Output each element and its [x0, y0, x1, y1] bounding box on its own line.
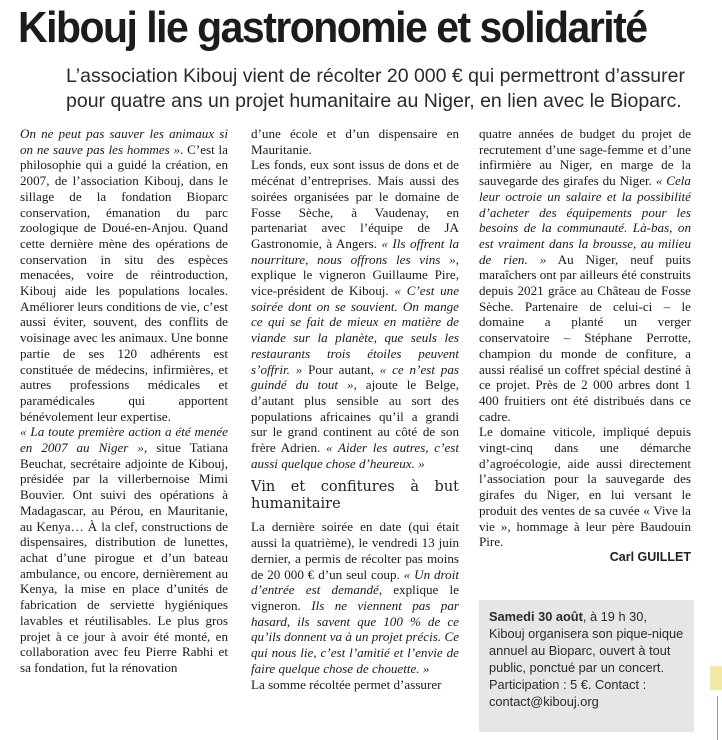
paragraph-text: , ajoute le Belge, d’autant plus sensible au sort des populations africaines qu’il a grandi sur le grand continent au côté de son frère Adrien.: [251, 377, 459, 456]
quote: « Aider les autres, c’est aussi quelque chose d’heureux. »: [251, 440, 459, 471]
paragraph-text: quatre années de budget du projet de recrutement d’une sage-femme et d’une infirmière au Niger, en marge de la sauvegarde des girafes du Niger.: [479, 126, 691, 189]
paragraph-text: Les fonds, eux sont issus de dons et de mécénat d’entreprises. Mais aussi des soirées organisées par le domaine de Fosse Sèche, à Vaudenay, en partenariat avec l’équipe de JA Gastronomie, à Angers.: [251, 157, 459, 251]
paragraph-text: , explique le vigneron Guillaume Pire, vice-président de Kibouj.: [251, 251, 459, 299]
paragraph: [251, 519, 459, 676]
paragraph-text: La dernière soirée en date (qui était aussi la quatrième), le vendredi 13 juin dernier, a permis de récolter pas moins de 20 000 € d’un seul coup.: [251, 519, 459, 582]
quote: « Cela leur octroie un salaire et la possibilité d’acheter des équipements pour les besoins de la communauté. Là-bas, on est vraiment dans la brousse, au milieu de rien. »: [479, 173, 691, 267]
quote: « Ils offrent la nourriture, nous offrons les vins »: [251, 235, 459, 267]
paragraph-text: La somme récoltée permet d’assurer: [251, 676, 442, 692]
headline: Kibouj lie gastronomie et solidarité: [18, 3, 647, 52]
paragraph-text: d’une école et d’un dispensaire en Mauritanie.: [251, 126, 459, 157]
paragraph-text: Au Niger, neuf puits maraîchers ont par ailleurs été construits depuis 2021 grâce au Château de Fosse Sèche. Partenaire de celui-ci – le domaine a planté un verger conservatoire – Stéphane Perrotte, champion du monde de confiture, a aussi réalisé un coffret spécial destiné à ce projet. Près de 2 000 arbres dont 1 400 fruitiers ont été distribués dans ce cadre.: [479, 251, 691, 424]
paragraph-text: Pour autant,: [302, 361, 374, 377]
paragraph-text: , explique le vigneron.: [251, 582, 459, 613]
subheading: Vin et confitures à but humanitaire: [251, 479, 459, 513]
paragraph-text: , situe Tatiana Beuchat, secrétaire adjointe de Kibouj, présidée par la villerbernoise Mimi Bouvier. Ont suivi des opérations à Madagascar, au Pérou, en Mauritanie, au Kenya… À la clef, constructions de dispensaires, distribution de lunettes, achat d’une pirogue et d’un bateau ambulance, ou encore, dernièrement au Kenya, la mise en place d’unités de fabrication de serviette hygiéniques lavables et réutilisables. Le plus gros projet à ce jour à avoir été monté, en collaboration avec feu Pierre Rabhi et sa fondation, fut la rénovation: [20, 440, 228, 675]
paragraph: [479, 126, 691, 424]
paragraph-text: . C’est la philosophie qui a guidé la création, en 2007, de l’association Kibouj, dans le sillage de la fondation Bioparc conservation, émanation du parc zoologique de Doué-en-Anjou. Quand cette dernière mène des opérations de conservation in situ des espèces menacées, voire de réintroduction, Kibouj aide les populations locales. Améliorer leurs conditions de vie, c’est aussi éviter, souvent, des conflits de voisinage avec les animaux. Une bonne partie de ses 120 adhérents est constituée de médecins, infirmières, et autres professions médicales et paramédicales qui apportent bénévolement leur expertise.: [20, 141, 228, 424]
event-details: , à 19 h 30, Kibouj organisera son pique-nique annuel au Bioparc, ouvert à tout public, ponctué par un concert. Participation : 5 €. Contact : contact@kibouj.org: [489, 609, 684, 709]
article-column-1: [20, 126, 228, 732]
paragraph: [479, 424, 691, 550]
standfirst: L’association Kibouj vient de récolter 20 000 € qui permettront d’assurer pour quatre ans un projet humanitaire au Niger, en lien avec le Bioparc.: [66, 65, 685, 112]
quote: « Un droit d’entrée est demandé: [251, 566, 459, 598]
margin-accent-block: [710, 666, 722, 690]
paragraph: [20, 126, 228, 424]
quote: « ce n’est pas guindé du tout »: [251, 361, 459, 393]
opening-quote: On ne peut pas sauver les animaux si on ne sauve pas les hommes »: [20, 126, 228, 157]
quote: Ils ne viennent pas par hasard, ils savent que 100 % de ce qu’ils donnent va à un projet précis. Ce qui nous lie, c’est l’amitié et l’envie de faire quelque chose de chouette. »: [251, 597, 459, 676]
paragraph: [20, 424, 228, 675]
paragraph: [251, 157, 459, 471]
article-column-3: [479, 126, 691, 596]
margin-rule: [717, 696, 718, 740]
event-infobox: [479, 600, 694, 732]
quote: « La toute première action a été menée en 2007 au Niger »: [20, 424, 228, 456]
paragraph-text: Le domaine viticole, impliqué depuis vingt-cinq dans une démarche d’agroécologie, aide aussi directement l’association pour la sauvegarde des girafes du Niger, en lui versant le produit des ventes de sa cuvée « Vive la vie », hommage à leur père Baudouin Pire.: [479, 424, 691, 550]
paragraph: [251, 126, 459, 157]
quote: « C’est une soirée dont on se souvient. On mange ce qui se fait de mieux en matière de viande sur la planète, que seuls les restaurants trois étoiles peuvent s’offrir. »: [251, 283, 459, 377]
paragraph: [251, 677, 459, 693]
event-date: Samedi 30 août: [489, 609, 583, 624]
article-column-2: [251, 126, 459, 732]
author-signature: Carl GUILLET: [609, 549, 691, 564]
